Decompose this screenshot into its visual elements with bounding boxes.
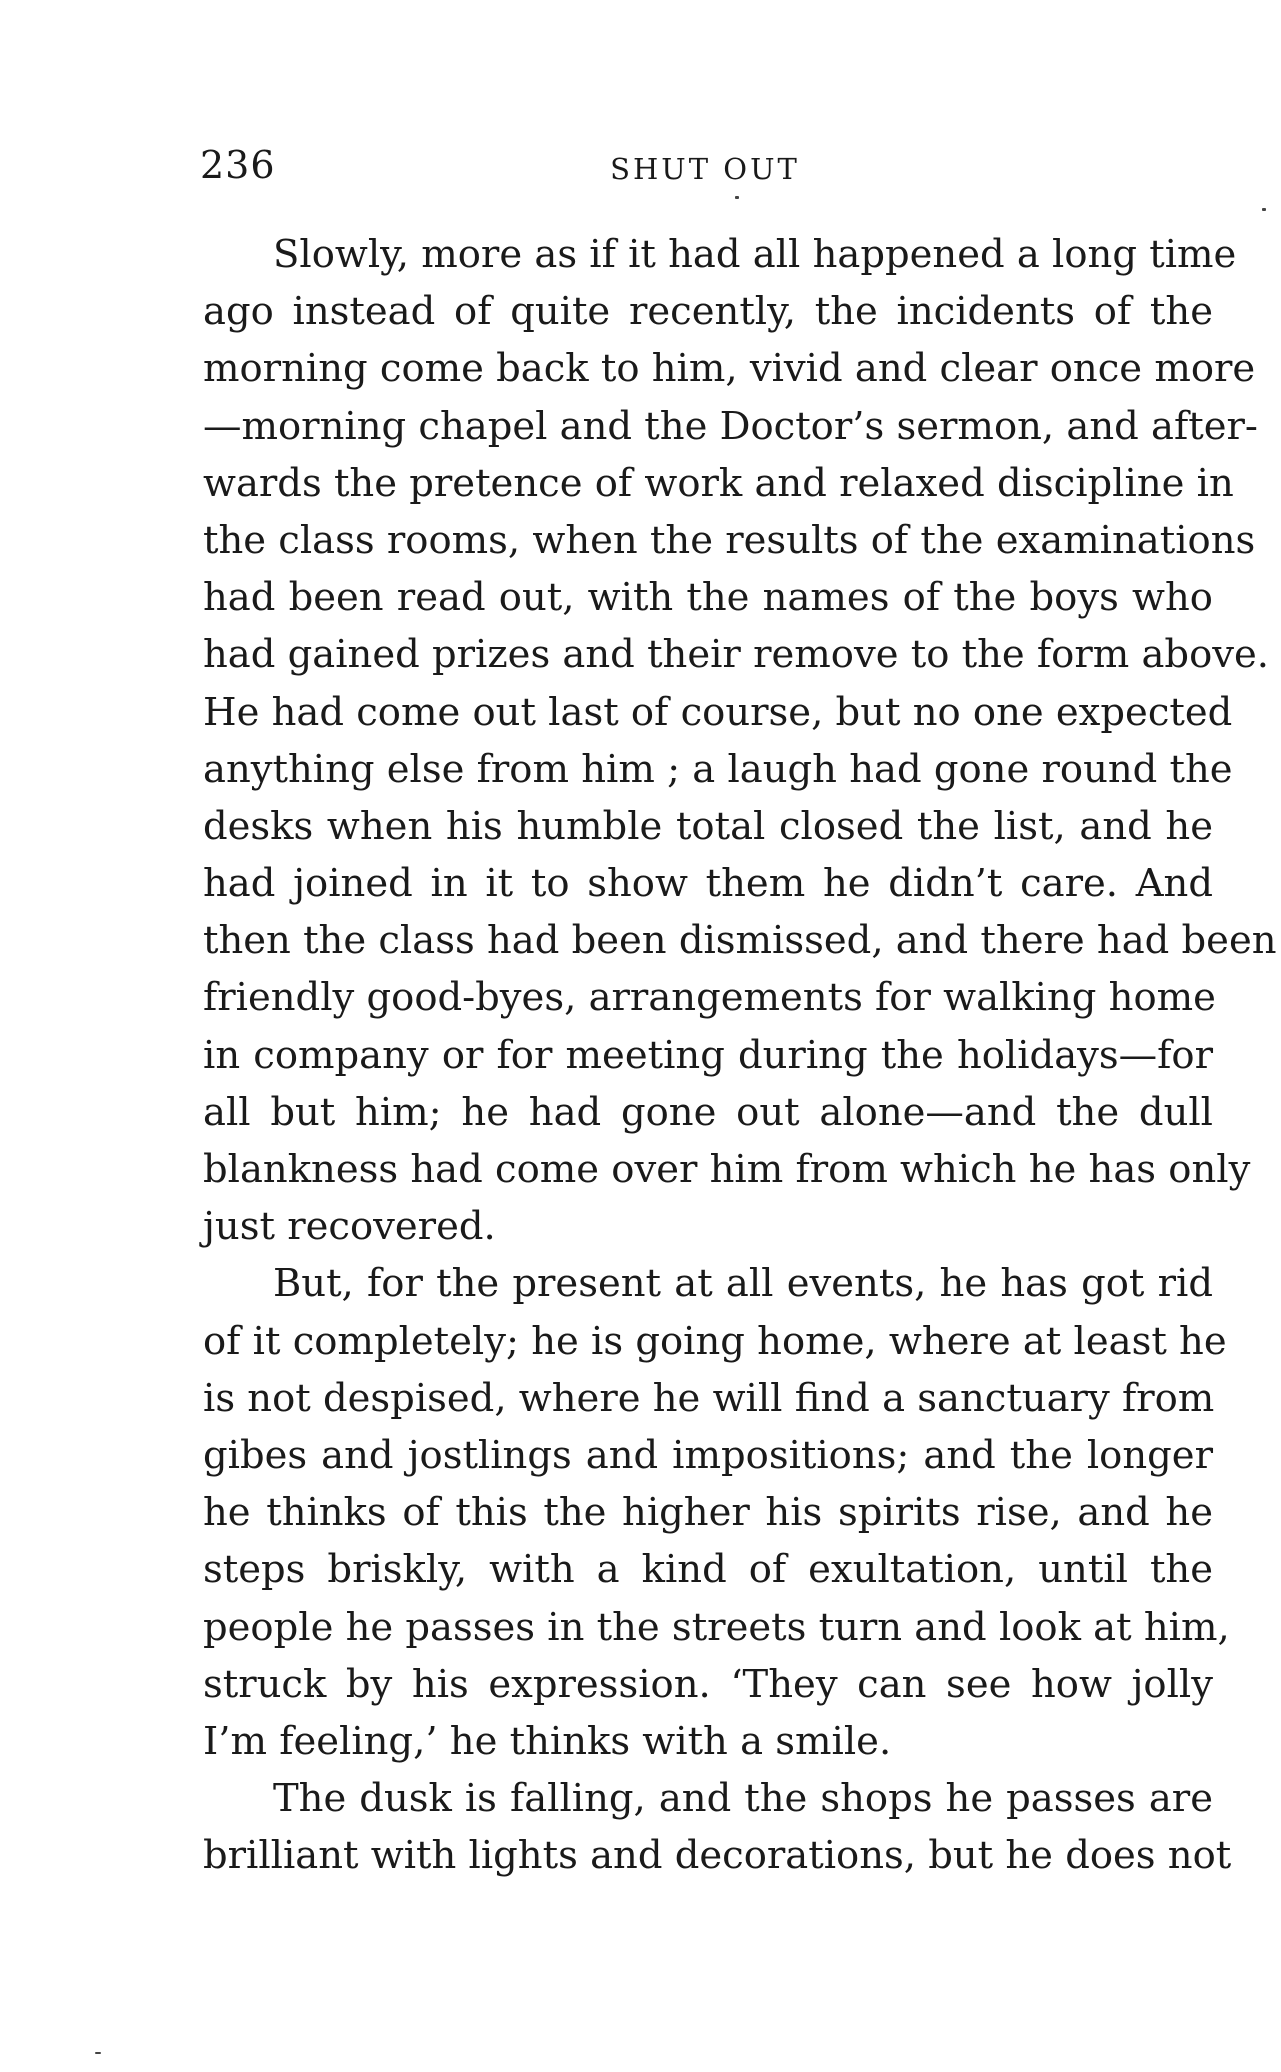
paragraph-1 <box>203 226 1277 1255</box>
print-speck <box>735 196 739 199</box>
text-line: he thinks of this the higher his spirits rise, and he <box>203 1490 1213 1536</box>
text-line: had joined in it to show them he didn’t care. And <box>203 861 1213 907</box>
text-line: ago instead of quite recently, the incidents of the <box>203 289 1213 335</box>
text-line: of it completely; he is going home, where at least he <box>203 1318 1227 1364</box>
text-line: had gained prizes and their remove to the form above. <box>203 632 1270 678</box>
text-line: anything else from him ; a laugh had gone round the <box>203 746 1233 792</box>
text-line: people he passes in the streets turn and look at him, <box>203 1604 1230 1650</box>
text-line: But, for the present at all events, he has got rid <box>273 1261 1213 1307</box>
text-line: brilliant with lights and decorations, but he does not <box>203 1833 1232 1879</box>
print-speck <box>1262 208 1266 211</box>
body-text <box>203 226 1277 1884</box>
text-line: struck by his expression. ‘They can see how jolly <box>203 1661 1213 1707</box>
text-line: I’m feeling,’ he thinks with a smile. <box>203 1718 892 1764</box>
text-line: gibes and jostlings and impositions; and the longer <box>203 1432 1213 1478</box>
print-speck <box>95 2052 101 2054</box>
text-line: morning come back to him, vivid and clear once more <box>203 346 1256 392</box>
text-line: He had come out last of course, but no one expected <box>203 689 1233 735</box>
text-line: just recovered. <box>203 1204 496 1250</box>
text-line: is not despised, where he will find a sanctuary from <box>203 1375 1215 1421</box>
text-line: in company or for meeting during the holidays—for <box>203 1032 1213 1078</box>
text-line: blankness had come over him from which he has only <box>203 1147 1251 1192</box>
page-number: 236 <box>200 143 276 187</box>
running-title: SHUT OUT <box>610 152 800 186</box>
text-line: the class rooms, when the results of the examinations <box>203 517 1256 563</box>
text-line: The dusk is falling, and the shops he passes are <box>273 1776 1213 1822</box>
running-head <box>200 140 1210 190</box>
text-line: then the class had been dismissed, and there had been <box>203 918 1277 964</box>
text-line: steps briskly, with a kind of exultation, until the <box>203 1547 1213 1593</box>
paragraph-3 <box>203 1770 1232 1884</box>
text-line: —morning chapel and the Doctor’s sermon, and after- <box>203 403 1258 449</box>
text-line: had been read out, with the names of the boys who <box>203 575 1213 621</box>
text-line: all but him; he had gone out alone—and the dull <box>203 1089 1213 1135</box>
text-line: Slowly, more as if it had all happened a long time <box>273 232 1237 277</box>
text-line: friendly good-byes, arrangements for walking home <box>203 975 1216 1021</box>
text-line: wards the pretence of work and relaxed discipline in <box>203 460 1234 506</box>
text-line: desks when his humble total closed the list, and he <box>203 803 1213 849</box>
paragraph-2 <box>203 1255 1230 1770</box>
